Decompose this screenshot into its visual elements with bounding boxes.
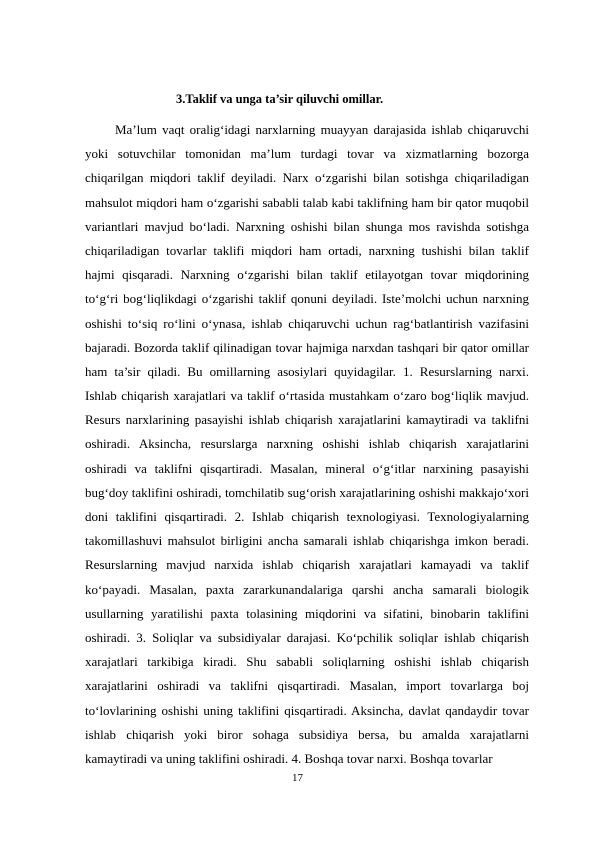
section-heading: 3.Taklif va unga ta’sir qiluvchi omillar. — [176, 92, 384, 106]
body-paragraph: Ma’lum vaqt oralig‘idagi narxlarning muayyan darajasida ishlab chiqaruvchi yoki sotuvchilar tomonidan ma’lum turdagi tovar va xizmatlarning bozorga chiqarilgan miqdori taklif deyiladi. Narx o‘zgarishi bilan sotishga chiqariladigan mahsulot miqdori ham o‘zgarishi sababli talab kabi taklifning ham bir qator muqobil variantlari mavjud bo‘ladi. Narxning oshishi bilan shunga mos ravishda sotishga chiqariladigan tovarlar taklifi miqdori ham ortadi, narxning tushishi bilan taklif hajmi qisqaradi. Narxning o‘zgarishi bilan taklif etilayotgan tovar miqdorining to‘g‘ri bog‘liqlikdagi o‘zgarishi taklif qonuni deyiladi. Iste’molchi uchun narxning oshishi to‘siq ro‘lini o‘ynasa, ishlab chiqaruvchi uchun rag‘batlantirish vazifasini bajaradi. Bozorda taklif qilinadigan tovar hajmiga narxdan tashqari bir qator omillar ham ta’sir qiladi. Bu omillarning asosiylari quyidagilar. 1. Resurslarning narxi. Ishlab chiqarish xarajatlari va taklif o‘rtasida mustahkam o‘zaro bog‘liqlik mavjud. Resurs narxlarining pasayishi ishlab chiqarish xarajatlarini kamaytiradi va taklifni oshiradi. Aksincha, resurslarga narxning oshishi ishlab chiqarish xarajatlarini oshiradi va taklifni qisqartiradi. Masalan, mineral o‘g‘itlar narxining pasayishi bug‘doy taklifini oshiradi, tomchilatib sug‘orish xarajatlarining oshishi makkajo‘xori doni taklifini qisqartiradi. 2. Ishlab chiqarish texnologiyasi. Texnologiyalarning takomillashuvi mahsulot birligini ancha samarali ishlab chiqarishga imkon beradi. Resurslarning mavjud narxida ishlab chiqarish xarajatlari kamayadi va taklif ko‘payadi. Masalan, paxta zararkunandalariga qarshi ancha samarali biologik usullarning yaratilishi paxta tolasining miqdorini va sifatini, binobarin taklifini oshiradi. 3. Soliqlar va subsidiyalar darajasi. Ko‘pchilik soliqlar ishlab chiqarish xarajatlari tarkibiga kiradi. Shu sababli soliqlarning oshishi ishlab chiqarish xarajatlarini oshiradi va taklifni qisqartiradi. Masalan, import tovarlarga boj to‘lovlarining oshishi uning taklifini qisqartiradi. Aksincha, davlat qandaydir tovar ishlab chiqarish yoki biror sohaga subsidiya bersa, bu amalda xarajatlarni kamaytiradi va uning taklifini oshiradi. 4. Boshqa tovar narxi. Boshqa tovarlar — [85, 122, 529, 766]
page-number: 17 — [292, 772, 303, 784]
